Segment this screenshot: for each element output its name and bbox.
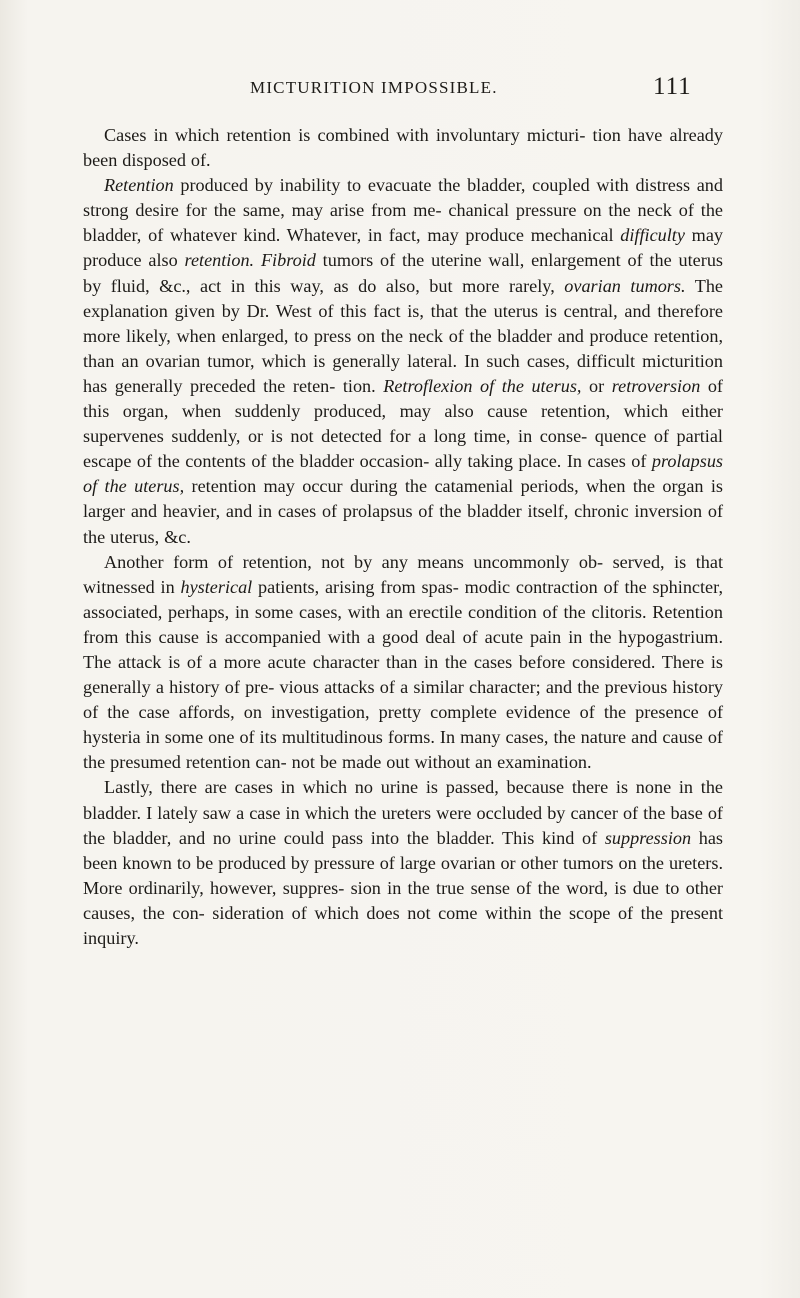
paragraph-1	[83, 123, 723, 173]
paragraph-2-text-d: The explanation given by Dr. West of this fact is, that the uterus is central, and therefore more likely, when enlarged, to press on the neck of the bladder and produce retention, than an ovarian tumor, which is generally lateral. In such cases, difficult micturition has generally preceded the reten- tion.	[83, 275, 723, 396]
italic-hysterical: hysterical	[180, 576, 253, 597]
page-header	[0, 73, 800, 106]
paragraph-3-text-b: patients, arising from spas- modic contraction of the sphincter, associated, perhaps, in some cases, with an erectile condition of the clitoris. Retention from this cause is accompanied with a good deal of acute pain in the hypogastrium. The attack is of a more acute character than in the cases before considered. There is generally a history of pre- vious attacks of a similar character; and the previous history of the case affords, on investigation, pretty complete evidence of the presence of hysteria in some one of its multitudinous forms. In many cases, the nature and cause of the presumed retention can- not be made out without an examination.	[83, 576, 723, 773]
italic-fibroid: Fibroid	[260, 250, 316, 271]
italic-suppression: suppression	[604, 827, 692, 848]
paragraph-2-text-c: tumors of the uterine wall, enlargement of the uterus by fluid, &c., act in this way, as do also, but more rarely,	[83, 250, 723, 296]
italic-retention: Retention	[104, 175, 174, 196]
paragraph-4-text-b: has been known to be produced by pressure of large ovarian or other tumors on the ureters. More ordinarily, however, suppres- sion in the true sense of the word, is due to other causes, the con- sideration of which does not come within the scope of the present inquiry.	[83, 827, 723, 948]
italic-retention-2: retention.	[184, 250, 255, 271]
paragraph-2-text-a: produced by inability to evacuate the bladder, coupled with distress and strong desire for the same, may arise from me- chanical pressure on the neck of the bladder, of whatever kind. Whatever, in fact, may produce mechanical	[83, 175, 723, 246]
page-number: 111	[653, 73, 692, 100]
paragraph-3	[83, 550, 723, 776]
paragraph-2-text-e: or	[581, 375, 612, 396]
paragraph-1-text: Cases in which retention is combined with involuntary micturi- tion have already been disposed of.	[83, 125, 723, 171]
paragraph-2-text-f: of this organ, when suddenly produced, may also cause retention, which either supervenes suddenly, or is not detected for a long time, in conse- quence of partial escape of the contents of the bladder occasion- ally taking place. In cases of	[83, 375, 723, 472]
paragraph-2-space	[254, 250, 261, 270]
paragraph-4-text-a: Lastly, there are cases in which no urine is passed, because there is none in the bladder. I lately saw a case in which the ureters were occluded by cancer of the base of the bladder, and no urine could pass into the bladder. This kind of	[83, 777, 723, 848]
paragraph-2-text-b: may produce also	[83, 225, 723, 271]
paragraph-2-text-g: retention may occur during the catamenial periods, when the organ is larger and heavier, and in cases of prolapsus of the bladder itself, chronic inversion of the uterus, &c.	[83, 476, 724, 547]
paragraph-4	[83, 775, 723, 951]
paragraph-3-text-a: Another form of retention, not by any means uncommonly ob- served, is that witnessed in	[83, 551, 723, 597]
italic-retroversion: retroversion	[611, 375, 701, 396]
paragraph-2	[83, 173, 723, 549]
running-head: MICTURITION IMPOSSIBLE.	[250, 78, 498, 97]
italic-prolapsus: prolapsus of the uterus,	[83, 451, 723, 497]
body-text	[83, 123, 723, 951]
italic-ovarian-tumors: ovarian tumors.	[564, 275, 686, 296]
italic-difficulty: difficulty	[620, 225, 685, 246]
italic-retroflexion: Retroflexion of the uterus,	[383, 375, 582, 396]
